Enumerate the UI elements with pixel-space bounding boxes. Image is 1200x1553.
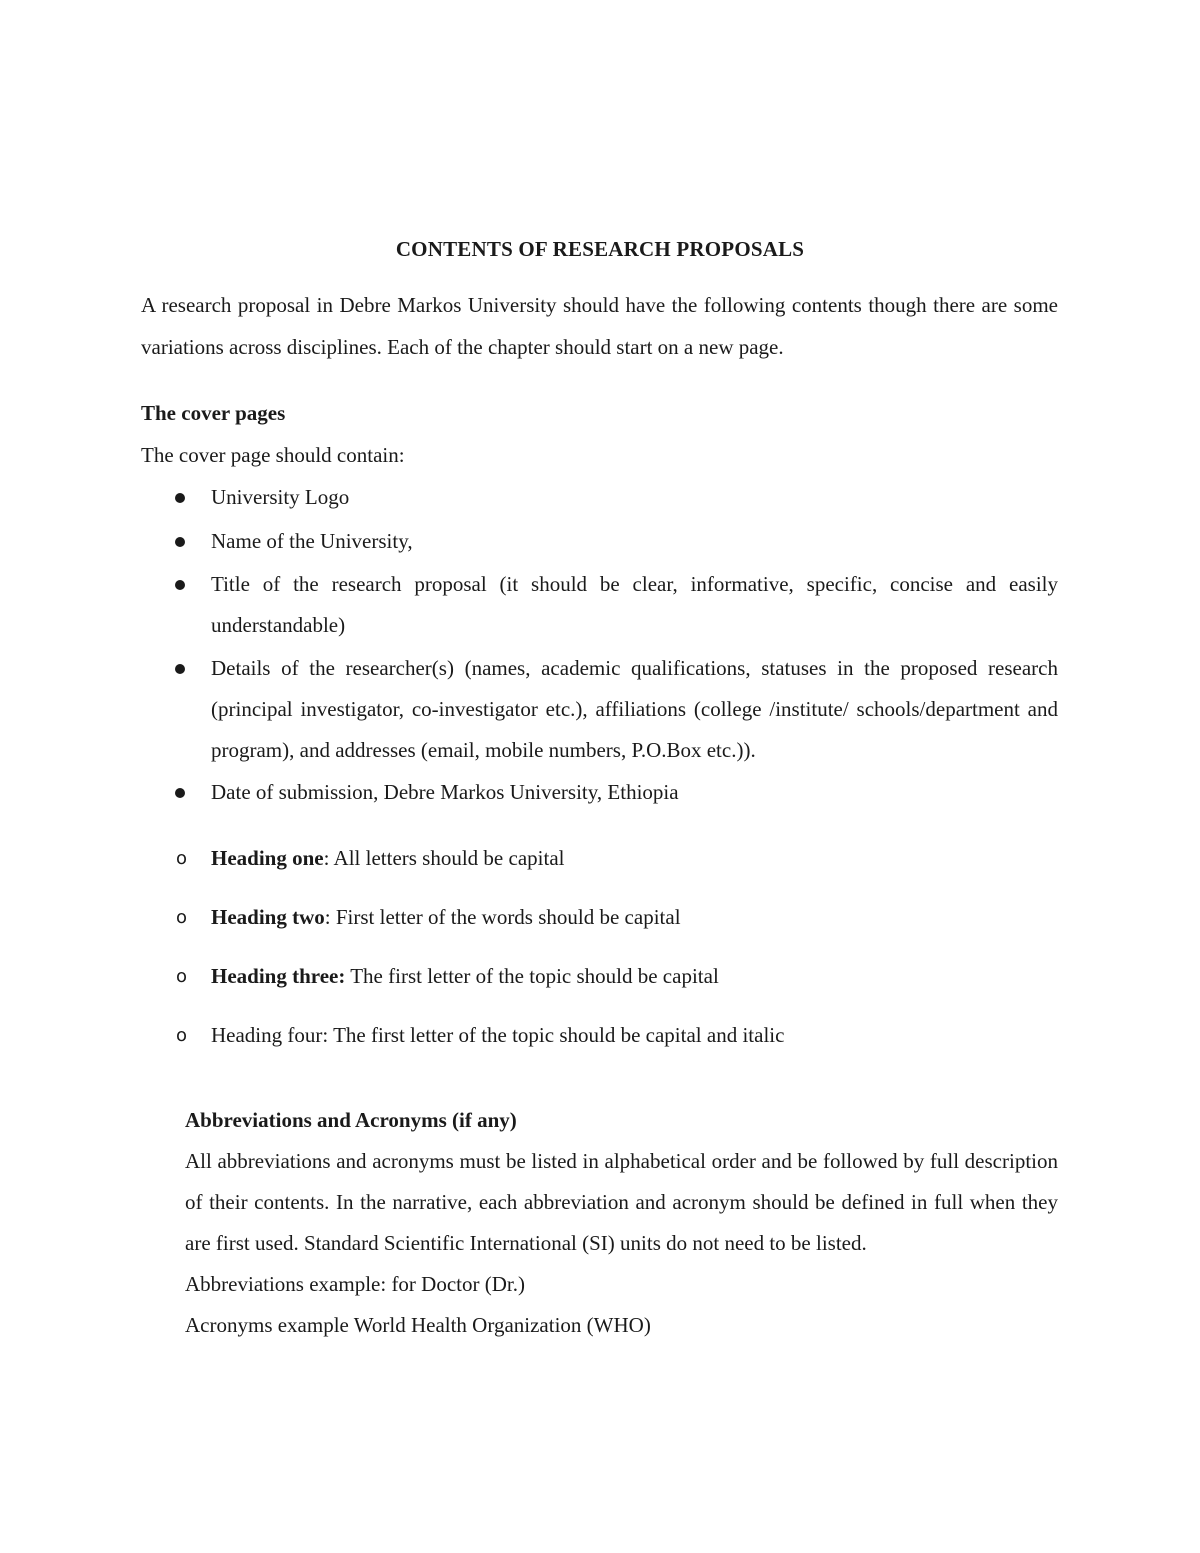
bullet-icon: [175, 664, 185, 674]
list-item-text: Details of the researcher(s) (names, academic qualifications, statuses in the proposed research (principal investigator, co-investigator etc.), affiliations (college /institute/ schools/department and program), and addresses (email, mobile numbers, P.O.Box etc.)).: [211, 656, 1058, 762]
rule-text: The first letter of the topic should be capital: [345, 964, 719, 988]
cover-pages-heading: The cover pages: [141, 401, 286, 425]
intro-paragraph: A research proposal in Debre Markos University should have the following contents though there are some variations across disciplines. Each of the chapter should start on a new page.: [141, 293, 1058, 359]
cover-page-list: [141, 477, 1058, 813]
rule-text: : First letter of the words should be capital: [324, 905, 681, 929]
bullet-icon: [175, 493, 185, 503]
abbreviations-body: All abbreviations and acronyms must be listed in alphabetical order and be followed by full description of their contents. In the narrative, each abbreviation and acronym should be defined in full when they are first used. Standard Scientific International (SI) units do not need to be listed.: [185, 1149, 1058, 1255]
rule-label: Heading two: [211, 905, 325, 929]
abbreviations-example: Abbreviations example: for Doctor (Dr.): [185, 1272, 525, 1296]
list-item-text: Title of the research proposal (it should be clear, informative, specific, concise and easily understandable): [211, 572, 1058, 637]
bullet-icon: [175, 537, 185, 547]
circle-bullet-icon: o: [176, 848, 188, 869]
circle-bullet-icon: o: [176, 1025, 188, 1046]
list-item: [141, 521, 1058, 564]
page-title: CONTENTS OF RESEARCH PROPOSALS: [395, 237, 805, 261]
acronyms-example: Acronyms example World Health Organization (WHO): [185, 1313, 651, 1337]
abbreviations-section: [185, 1100, 1058, 1346]
list-item: [141, 956, 1058, 1015]
abbreviations-heading: Abbreviations and Acronyms (if any): [185, 1108, 517, 1132]
bullet-icon: [175, 788, 185, 798]
cover-pages-lead: The cover page should contain:: [141, 443, 405, 467]
list-item-text: Date of submission, Debre Markos University, Ethiopia: [211, 780, 679, 804]
circle-bullet-icon: o: [176, 966, 188, 987]
rule-text: Heading four: The first letter of the topic should be capital and italic: [211, 1023, 785, 1047]
list-item-text: Name of the University,: [211, 529, 413, 553]
rule-label: Heading one: [211, 846, 324, 870]
circle-bullet-icon: o: [176, 907, 188, 928]
rule-label: Heading three:: [211, 964, 346, 988]
list-item: [141, 772, 1058, 813]
list-item: [141, 838, 1058, 897]
rule-text: : All letters should be capital: [323, 846, 565, 870]
list-item: [141, 564, 1058, 648]
list-item: [141, 1015, 1058, 1074]
bullet-icon: [175, 580, 185, 590]
list-item: [141, 648, 1058, 772]
list-item: [141, 477, 1058, 521]
list-item: [141, 897, 1058, 956]
list-item-text: University Logo: [211, 485, 350, 509]
heading-rules-list: [141, 838, 1058, 1074]
